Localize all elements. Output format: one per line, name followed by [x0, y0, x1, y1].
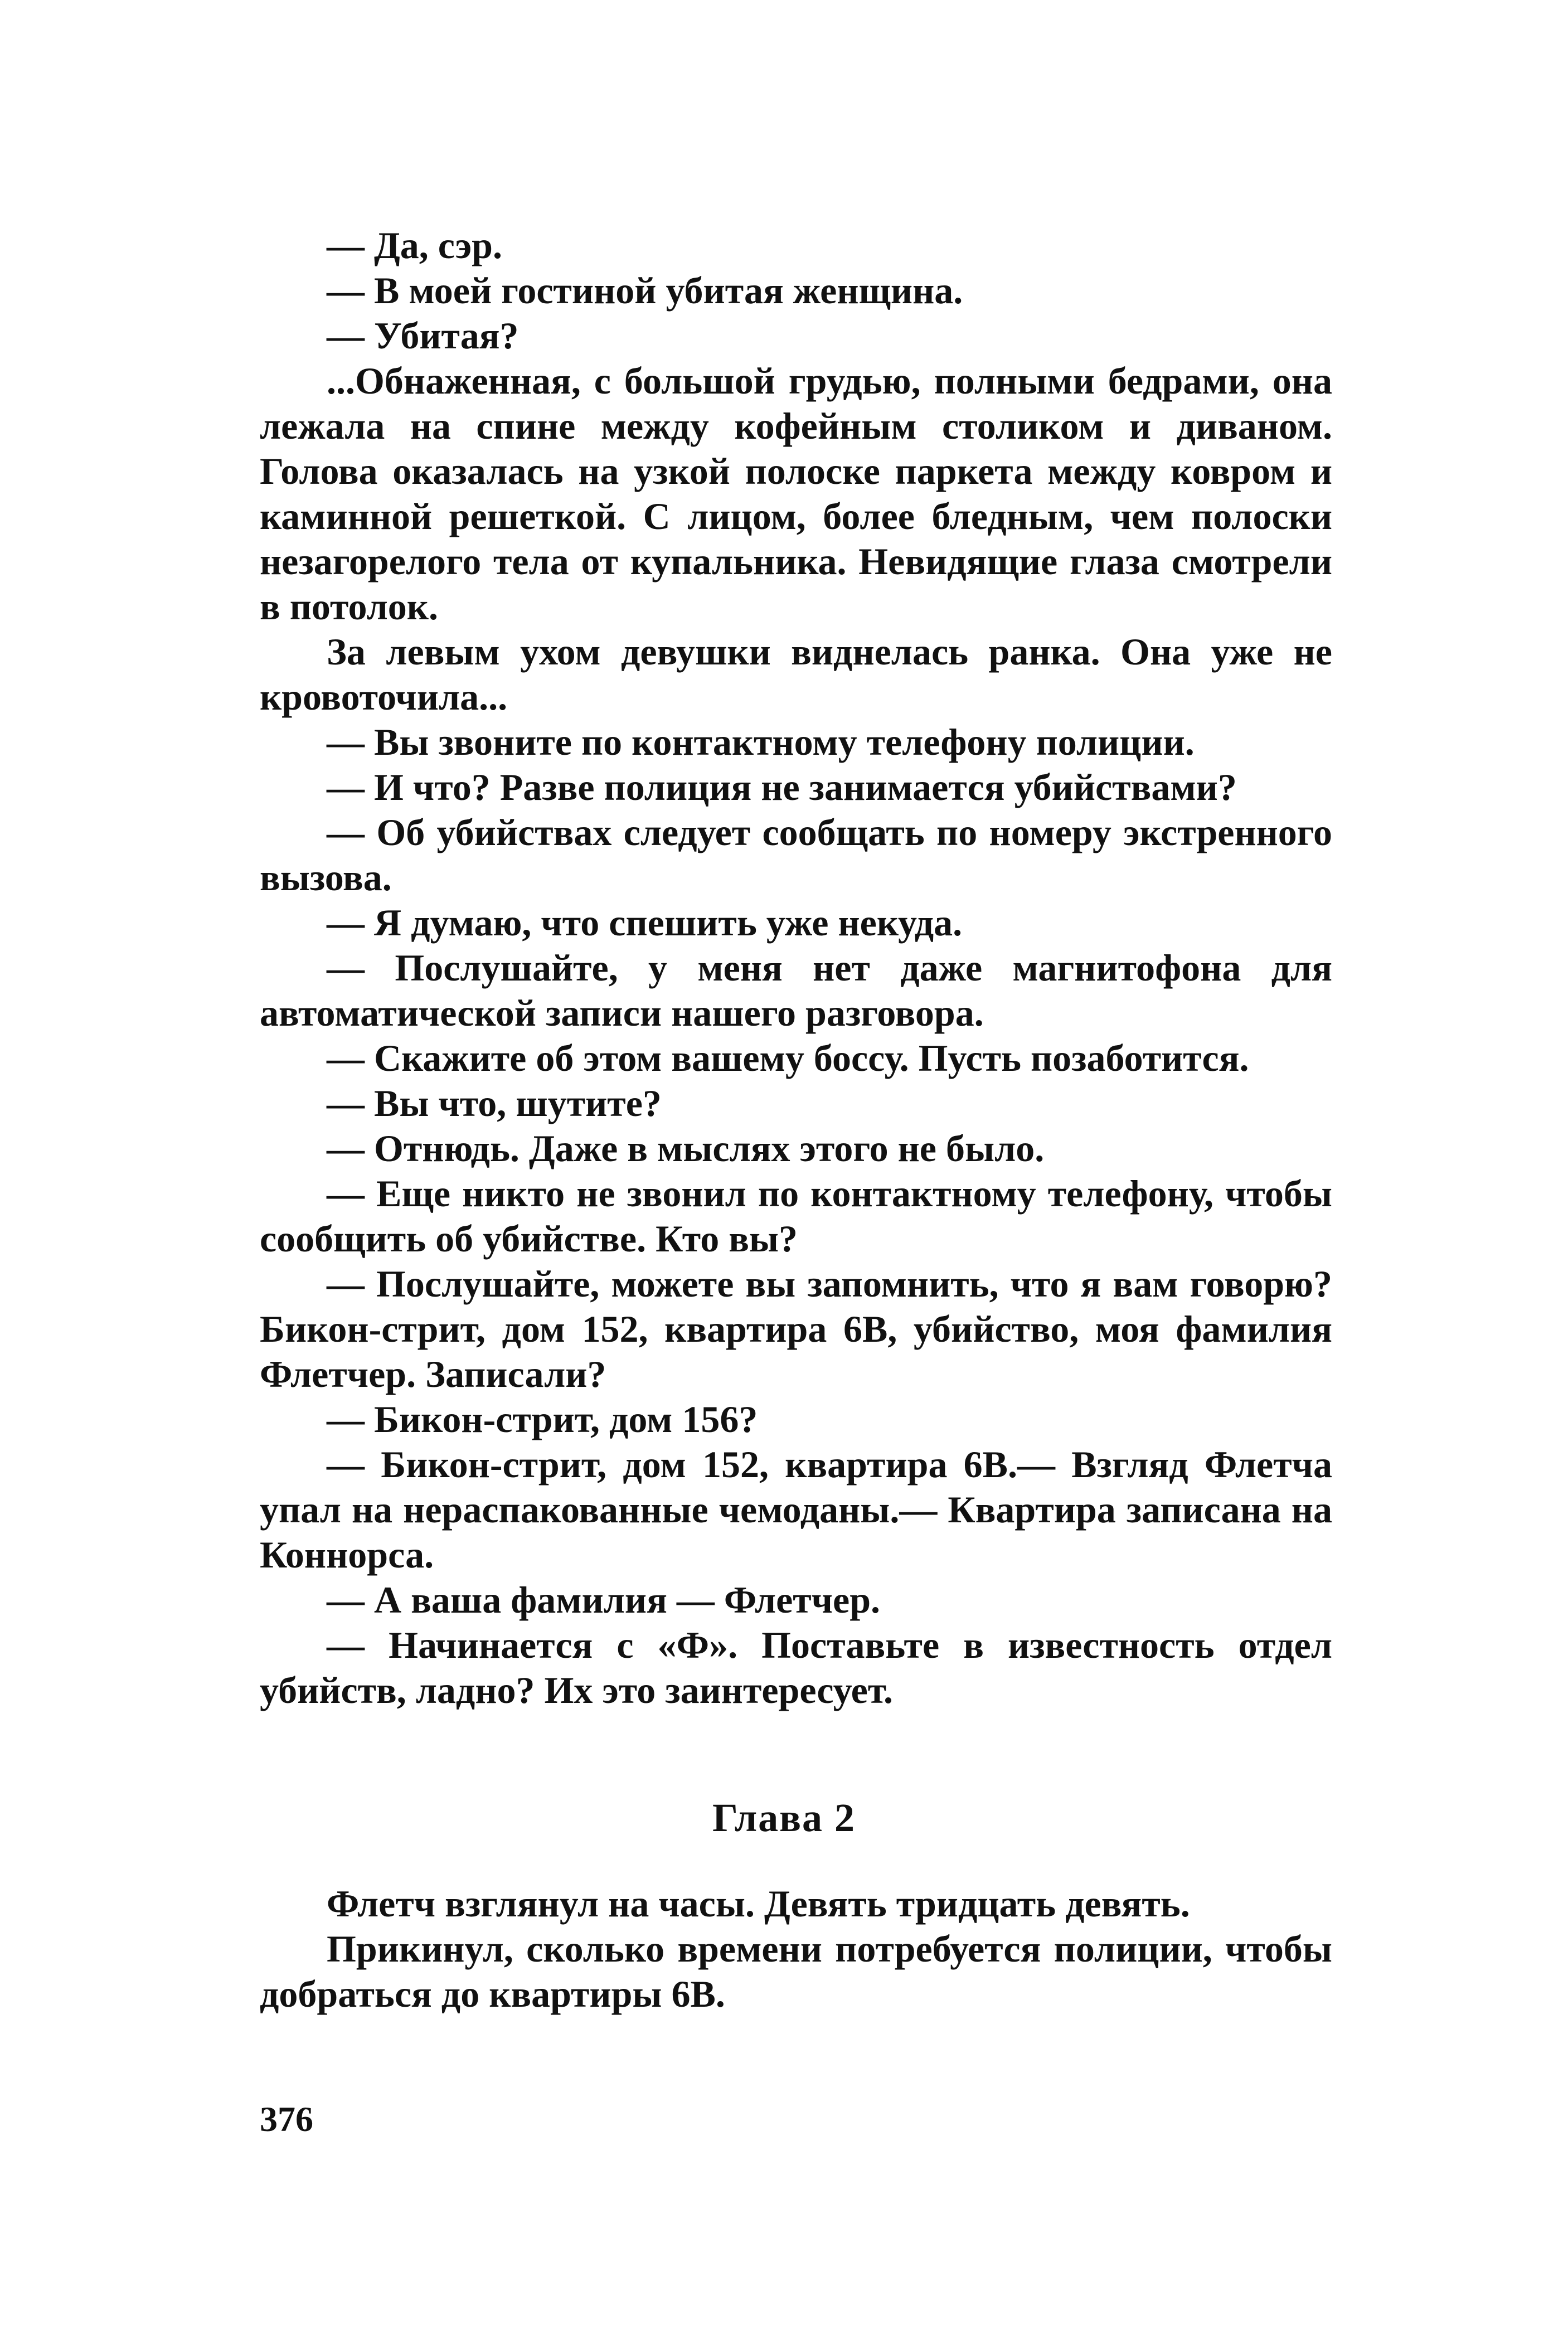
- paragraph-15: — Послушайте, можете вы запомнить, что я вам говорю? Бикон-стрит, дом 152, квартира 6B, убийство, моя фамилия Флетчер. Записали?: [260, 1263, 1332, 1395]
- paragraph-12: — Вы что, шутите?: [327, 1082, 662, 1124]
- paragraph-16: — Бикон-стрит, дом 156?: [327, 1398, 758, 1440]
- paragraph-8: — Об убийствах следует сообщать по номеру экстренного вызова.: [260, 811, 1332, 899]
- paragraph-17: — Бикон-стрит, дом 152, квартира 6B.— Взгляд Флетча упал на нераспакованные чемоданы.— Квартира записана на Коннорса.: [260, 1443, 1332, 1576]
- chapter-paragraph-1: Флетч взглянул на часы. Девять тридцать девять.: [327, 1882, 1190, 1925]
- chapter-title: Глава 2: [712, 1795, 856, 1840]
- paragraph-13: — Отнюдь. Даже в мыслях этого не было.: [327, 1127, 1045, 1169]
- paragraph-7: — И что? Разве полиция не занимается убийствами?: [327, 766, 1237, 808]
- paragraph-18: — А ваша фамилия — Флетчер.: [327, 1579, 881, 1621]
- paragraph-19: — Начинается с «Ф». Поставьте в известность отдел убийств, ладно? Их это заинтересует.: [260, 1624, 1332, 1711]
- paragraph-5: За левым ухом девушки виднелась ранка. Она уже не кровоточила...: [260, 630, 1332, 718]
- main-text: [260, 223, 1332, 1713]
- paragraph-4: ...Обнаженная, с большой грудью, полными бедрами, она лежала на спине между кофейным столиком и диваном. Голова оказалась на узкой полоске паркета между ковром и каминной решеткой. С лицом, более бледным, чем полоски незагорелого тела от купальника. Невидящие глаза смотрели в потолок.: [260, 360, 1332, 628]
- paragraph-14: — Еще никто не звонил по контактному телефону, чтобы сообщить об убийстве. Кто вы?: [260, 1172, 1332, 1260]
- paragraph-2: — В моей гостиной убитая женщина.: [327, 269, 963, 312]
- chapter-text: [260, 1881, 1332, 2017]
- paragraph-6: — Вы звоните по контактному телефону полиции.: [327, 721, 1195, 763]
- paragraph-1: — Да, сэр.: [327, 224, 502, 266]
- page-number: 376: [260, 2099, 313, 2139]
- paragraph-11: — Скажите об этом вашему боссу. Пусть позаботится.: [327, 1037, 1249, 1079]
- paragraph-3: — Убитая?: [327, 314, 519, 357]
- paragraph-10: — Послушайте, у меня нет даже магнитофона для автоматической записи нашего разговора.: [260, 946, 1332, 1034]
- paragraph-9: — Я думаю, что спешить уже некуда.: [327, 901, 963, 944]
- chapter-paragraph-2: Прикинул, сколько времени потребуется полиции, чтобы добраться до квартиры 6B.: [260, 1928, 1332, 2015]
